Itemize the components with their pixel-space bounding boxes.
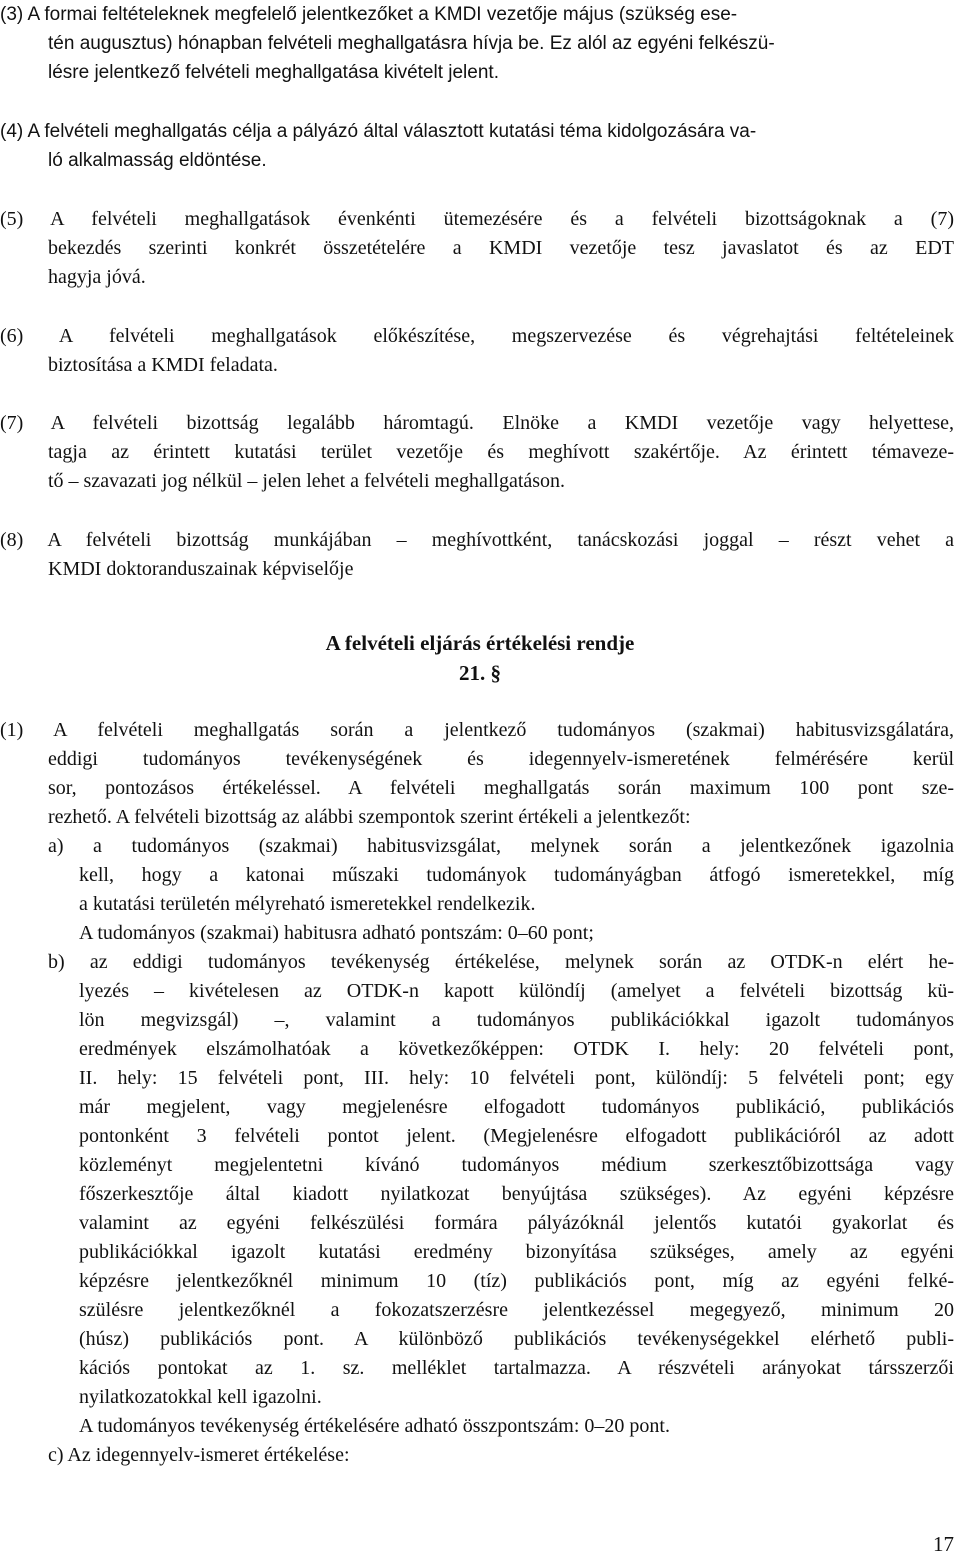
- section-title: A felvételi eljárás értékelési rendje: [325, 631, 635, 655]
- item-b-line-3: lön megvizsgál) –, valamint a tudományos publikációkkal igazolt tudományos: [79, 1009, 954, 1031]
- paragraph-5-line-3: hagyja jóvá.: [48, 266, 146, 288]
- paragraph-4-line-1: (4) A felvételi meghallgatás célja a pályázó által választott kutatási téma kidolgozására va-: [0, 121, 757, 142]
- item-a-line-1: a) a tudományos (szakmai) habitusvizsgálat, melynek során a jelentkezőnek igazolnia: [48, 835, 954, 857]
- item-a-line-2: kell, hogy a katonai műszaki tudományok tudományágban átfogó ismeretekkel, míg: [79, 864, 954, 886]
- item-b-line-9: főszerkesztője által kiadott nyilatkozat benyújtása szükséges). Az egyéni képzésre: [79, 1183, 954, 1205]
- paragraph-5-line-2: bekezdés szerinti konkrét összetételére a KMDI vezetője tesz javaslatot és az EDT: [48, 237, 954, 259]
- paragraph-8-line-1: (8) A felvételi bizottság munkájában – meghívottként, tanácskozási joggal – részt vehet a: [0, 529, 954, 551]
- item-b-line-8: közleményt megjelentetni kívánó tudományos médium szerkesztőbizottsága vagy: [79, 1154, 954, 1176]
- section-21-paragraph-1-line-2: eddigi tudományos tevékenységének és idegennyelv-ismeretének felmérésére kerül: [48, 748, 954, 770]
- item-b-line-4: eredmények elszámolhatóak a következőképpen: OTDK I. hely: 20 felvételi pont,: [79, 1038, 954, 1060]
- paragraph-4-line-2: ló alkalmasság eldöntése.: [48, 150, 267, 171]
- item-a-line-4: A tudományos (szakmai) habitusra adható pontszám: 0–60 pont;: [79, 922, 594, 944]
- paragraph-8-line-2: KMDI doktoranduszainak képviselője: [48, 558, 354, 580]
- paragraph-6-line-1: (6) A felvételi meghallgatások előkészítése, megszervezése és végrehajtási feltételeinek: [0, 325, 954, 347]
- item-b-line-1: b) az eddigi tudományos tevékenység értékelése, melynek során az OTDK-n elért he-: [48, 951, 954, 973]
- item-b-line-14: (húsz) publikációs pont. A különböző publikációs tevékenységekkel elérhető publi-: [79, 1328, 954, 1350]
- section-21-paragraph-1-line-1: (1) A felvételi meghallgatás során a jelentkező tudományos (szakmai) habitusvizsgálatára,: [0, 719, 954, 741]
- item-b-line-17: A tudományos tevékenység értékelésére adható összpontszám: 0–20 pont.: [79, 1415, 670, 1437]
- item-b-line-12: képzésre jelentkezőknél minimum 10 (tíz) publikációs pont, míg az egyéni felké-: [79, 1270, 954, 1292]
- item-a-line-3: a kutatási területén mélyreható ismeretekkel rendelkezik.: [79, 893, 536, 915]
- section-21-paragraph-1-line-4: rezhető. A felvételi bizottság az alábbi szempontok szerint értékeli a jelentkezőt:: [48, 806, 691, 828]
- item-b-line-13: szülésre jelentkezőknél a fokozatszerzésre jelentkezéssel megegyező, minimum 20: [79, 1299, 954, 1321]
- paragraph-7-line-3: tő – szavazati jog nélkül – jelen lehet a felvételi meghallgatáson.: [48, 470, 566, 492]
- paragraph-7-line-1: (7) A felvételi bizottság legalább háromtagú. Elnöke a KMDI vezetője vagy helyettese,: [0, 412, 954, 434]
- item-b-line-7: pontonként 3 felvételi pontot jelent. (Megjelenésre elfogadott publikációról az adott: [79, 1125, 954, 1147]
- item-b-line-5: II. hely: 15 felvételi pont, III. hely: 10 felvételi pont, különdíj: 5 felvételi pont; egy: [79, 1067, 954, 1089]
- paragraph-6-line-2: biztosítása a KMDI feladata.: [48, 354, 278, 376]
- item-b-line-10: valamint az egyéni felkészülési formára pályázóknál jelentős kutatói gyakorlat és: [79, 1212, 954, 1234]
- item-b-line-15: kációs pontokat az 1. sz. melléklet tartalmazza. A részvételi arányokat társszerzői: [79, 1357, 954, 1379]
- paragraph-3-line-1: (3) A formai feltételeknek megfelelő jelentkezőket a KMDI vezetője május (szükség ese-: [0, 4, 738, 25]
- item-c-line-1: c) Az idegennyelv-ismeret értékelése:: [48, 1444, 350, 1466]
- item-b-line-2: lyezés – kivételesen az OTDK-n kapott különdíj (amelyet a felvételi bizottság kü-: [79, 980, 954, 1002]
- paragraph-3-line-2: tén augusztus) hónapban felvételi meghallgatásra hívja be. Ez alól az egyéni felkészü-: [48, 33, 775, 54]
- item-b-line-6: már megjelent, vagy megjelenésre elfogadott tudományos publikáció, publikációs: [79, 1096, 954, 1118]
- page-number: 17: [933, 1532, 954, 1556]
- paragraph-5-line-1: (5) A felvételi meghallgatások évenkénti ütemezésére és a felvételi bizottságoknak a (7): [0, 208, 954, 230]
- item-b-line-11: publikációkkal igazolt kutatási eredmény bizonyítása szükséges, amely az egyéni: [79, 1241, 954, 1263]
- item-b-line-16: nyilatkozatokkal kell igazolni.: [79, 1386, 322, 1408]
- section-21-paragraph-1-line-3: sor, pontozásos értékeléssel. A felvételi meghallgatás során maximum 100 pont sze-: [48, 777, 954, 799]
- paragraph-7-line-2: tagja az érintett kutatási terület vezetője és meghívott szakértője. Az érintett témaveze-: [48, 441, 954, 463]
- paragraph-3-line-3: lésre jelentkező felvételi meghallgatása kivételt jelent.: [48, 62, 499, 83]
- section-number: 21. §: [459, 661, 501, 685]
